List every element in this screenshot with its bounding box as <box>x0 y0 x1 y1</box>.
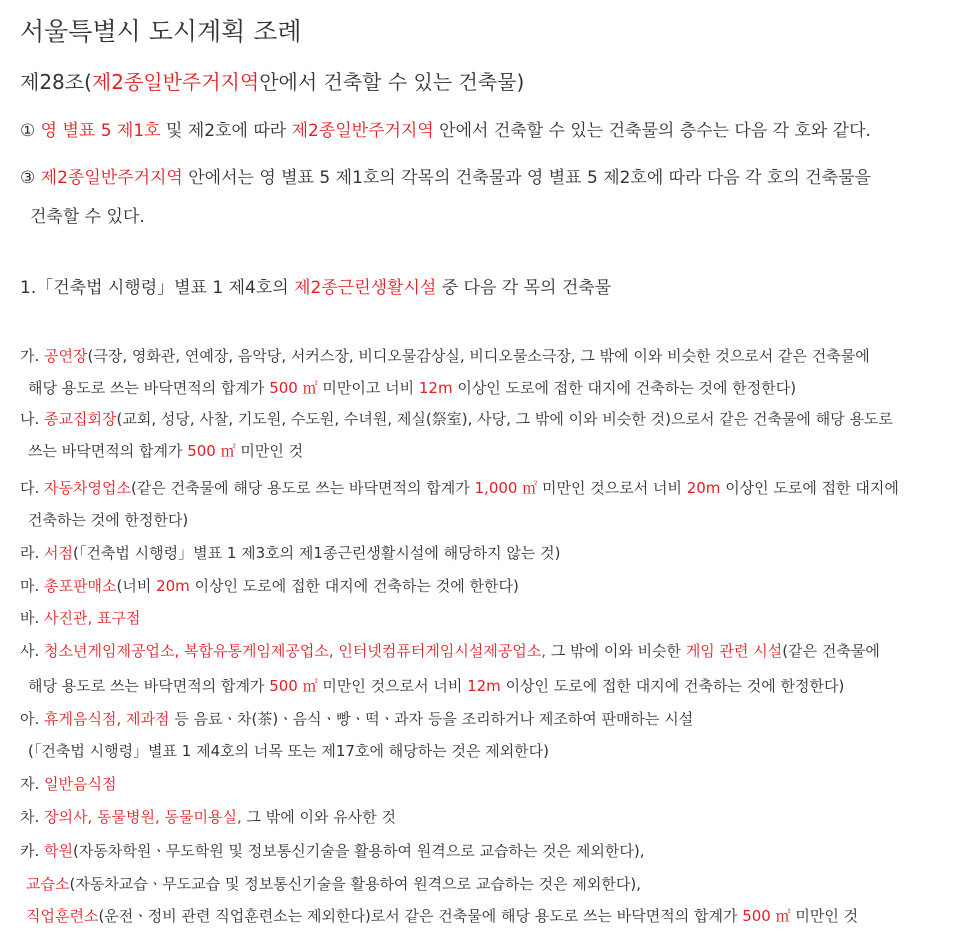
list-marker: 마. <box>20 577 45 595</box>
list-text: (같은 건축물에 해당 용도로 쓰는 바닥면적의 합계가 <box>130 479 475 497</box>
facility-term: 사진관, 표구점 <box>44 609 141 627</box>
ordinance-title <box>20 12 302 48</box>
list-marker: 아. <box>20 710 45 728</box>
article-heading-prefix: 제28조( <box>20 70 92 94</box>
list-text: (자동차교습ㆍ무도교습 및 정보통신기술을 활용하여 원격으로 교습하는 것은 제외한다), <box>69 875 641 893</box>
facility-term: 학원 <box>44 842 74 860</box>
list-item-a <box>20 708 693 729</box>
item-1-text: 1.「건축법 시행령」별표 1 제4호의 <box>20 278 295 298</box>
facility-term: 게임 관련 시설 <box>685 642 783 660</box>
article-heading-suffix: 안에서 건축할 수 있는 건축물) <box>259 70 525 94</box>
list-text: 해당 용도로 쓰는 바닥면적의 합계가 <box>28 677 270 695</box>
list-item-ra <box>20 542 560 563</box>
list-item-cha <box>20 806 396 827</box>
list-text: 이상인 도로에 접한 대지에 건축하는 것에 한한다) <box>189 577 519 595</box>
list-item-na <box>20 408 893 429</box>
list-text: 건축하는 것에 한정한다) <box>28 511 189 529</box>
paragraph-3-text: 건축할 수 있다. <box>30 207 145 227</box>
zone-term: 제2종일반주거지역 <box>40 168 183 188</box>
facility-term: 일반음식점 <box>44 775 117 793</box>
list-item-sa-continued <box>28 675 844 696</box>
list-item-ba <box>20 607 141 628</box>
facility-term: 휴게음식점, 제과점 <box>44 710 170 728</box>
paragraph-3 <box>20 163 871 188</box>
list-marker: 자. <box>20 775 45 793</box>
ordinance-title-text: 서울특별시 도시계획 조례 <box>20 17 302 46</box>
list-item-ga-continued <box>28 377 796 398</box>
list-marker: 라. <box>20 544 45 562</box>
list-text: 그 밖에 이와 유사한 것 <box>241 808 397 826</box>
list-text: 이상인 도로에 접한 대지에 건축하는 것에 한정한다) <box>500 677 845 695</box>
facility-term: 총포판매소 <box>44 577 117 595</box>
paragraph-1 <box>20 116 871 141</box>
paragraph-3-marker: ③ <box>20 168 41 188</box>
list-text: (너비 <box>116 577 157 595</box>
list-text: 이상인 도로에 접한 대지에 <box>720 479 899 497</box>
list-marker: 차. <box>20 808 45 826</box>
facility-term: 장의사, 동물병원, 동물미용실, <box>44 808 242 826</box>
list-text: 미만이고 너비 <box>317 379 419 397</box>
list-text: 쓰는 바닥면적의 합계가 <box>28 442 188 460</box>
facility-term: 직업훈련소 <box>26 907 99 925</box>
area-value: 1,000 ㎡ <box>474 479 538 497</box>
list-text: 미만인 것 <box>235 442 304 460</box>
list-text: (교회, 성당, 사찰, 기도원, 수도원, 수녀원, 제실(祭室), 사당, 그 밖에 이와 비슷한 것)으로서 같은 건축물에 해당 용도로 <box>116 410 893 428</box>
width-value: 20m <box>156 577 190 595</box>
paragraph-3-continued <box>30 202 145 227</box>
width-value: 20m <box>686 479 721 497</box>
facility-term: 자동차영업소 <box>44 479 131 497</box>
list-item-da <box>20 477 899 498</box>
list-marker: 카. <box>20 842 45 860</box>
list-text: (자동차학원ㆍ무도학원 및 정보통신기술을 활용하여 원격으로 교습하는 것은 제외한다), <box>73 842 645 860</box>
area-value: 500 ㎡ <box>187 442 236 460</box>
list-item-ka-continued-2 <box>26 905 858 926</box>
facility-term: 공연장 <box>44 347 88 365</box>
list-item-na-continued <box>28 440 303 461</box>
list-text: (운전ㆍ정비 관련 직업훈련소는 제외한다)로서 같은 건축물에 해당 용도로 쓰는 바닥면적의 합계가 <box>98 907 743 925</box>
area-value: 500 ㎡ <box>269 379 318 397</box>
list-item-da-continued <box>28 509 188 530</box>
list-text: (극장, 영화관, 연예장, 음악당, 서커스장, 비디오물감상실, 비디오물소극장, 그 밖에 이와 비슷한 것으로서 같은 건축물에 <box>87 347 870 365</box>
zone-term: 제2종일반주거지역 <box>291 121 434 141</box>
list-item-ja <box>20 773 116 794</box>
list-text: (같은 건축물에 <box>782 642 880 660</box>
list-text: 해당 용도로 쓰는 바닥면적의 합계가 <box>28 379 270 397</box>
article-heading <box>20 66 524 95</box>
list-text: 등 음료ㆍ차(茶)ㆍ음식ㆍ빵ㆍ떡ㆍ과자 등을 조리하거나 제조하여 판매하는 시설 <box>169 710 694 728</box>
list-marker: 바. <box>20 609 45 627</box>
paragraph-3-text: 안에서는 영 별표 5 제1호의 각목의 건축물과 영 별표 5 제2호에 따라 다음 각 호의 건축물을 <box>182 168 871 188</box>
facility-term: 서점 <box>44 544 74 562</box>
list-text: 이상인 도로에 접한 대지에 건축하는 것에 한정한다) <box>452 379 797 397</box>
list-marker: 사. <box>20 642 45 660</box>
list-item-sa <box>20 640 880 661</box>
paragraph-1-text: 안에서 건축할 수 있는 건축물의 층수는 다음 각 호와 같다. <box>433 121 871 141</box>
list-text: 미만인 것으로서 너비 <box>537 479 687 497</box>
facility-term: 종교집회장 <box>44 410 117 428</box>
paragraph-1-text: 및 제2호에 따라 <box>160 121 292 141</box>
list-text: 미만인 것으로서 너비 <box>317 677 468 695</box>
facility-term: 교습소 <box>26 875 70 893</box>
reference-term: 영 별표 5 제1호 <box>40 121 161 141</box>
list-text: 미만인 것 <box>790 907 859 925</box>
paragraph-1-marker: ① <box>20 121 41 141</box>
item-1-text: 중 다음 각 목의 건축물 <box>436 278 612 298</box>
facility-term: 청소년게임제공업소, 복합유통게임제공업소, 인터넷컴퓨터게임시설제공업소, <box>44 642 547 660</box>
list-marker: 다. <box>20 479 45 497</box>
list-item-ma <box>20 575 519 596</box>
list-item-ka <box>20 840 645 861</box>
list-text: (「건축법 시행령」별표 1 제4호의 너목 또는 제17호에 해당하는 것은 제외한다) <box>28 742 550 760</box>
list-text: (「건축법 시행령」별표 1 제3호의 제1종근린생활시설에 해당하지 않는 것) <box>73 544 561 562</box>
list-item-a-continued <box>28 740 549 761</box>
width-value: 12m <box>418 379 453 397</box>
list-marker: 나. <box>20 410 45 428</box>
facility-term: 제2종근린생활시설 <box>294 278 437 298</box>
area-value: 500 ㎡ <box>269 677 318 695</box>
item-1 <box>20 273 611 298</box>
list-item-ga <box>20 345 870 366</box>
width-value: 12m <box>467 677 501 695</box>
list-item-ka-continued <box>26 873 641 894</box>
zone-term: 제2종일반주거지역 <box>91 70 260 94</box>
list-text: 그 밖에 이와 비슷한 <box>546 642 686 660</box>
list-marker: 가. <box>20 347 45 365</box>
area-value: 500 ㎡ <box>742 907 791 925</box>
